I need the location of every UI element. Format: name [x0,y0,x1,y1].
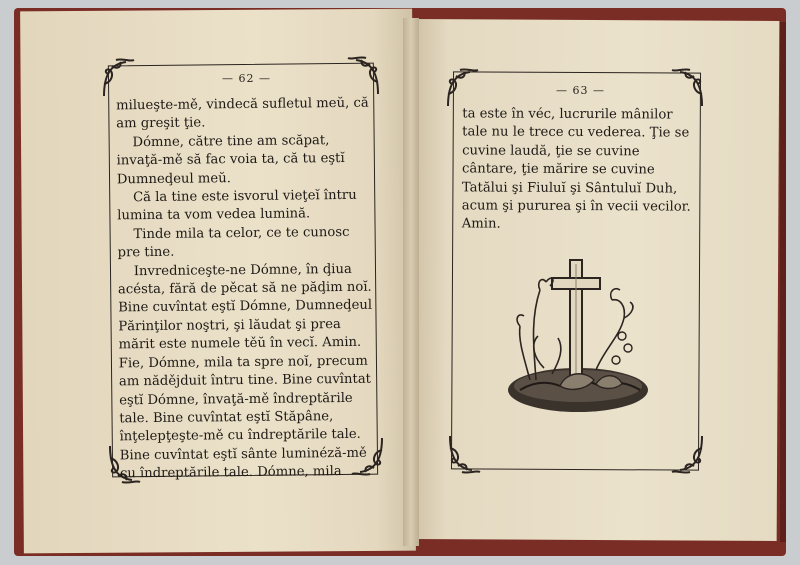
cover-edge [780,22,786,542]
paragraph: Dómne, către tine am scăpat, invaţă-mě să fac voia ta, că tu eştĭ Dumneḑeul meŭ. [116,132,345,187]
corner-ornament-icon [660,430,706,476]
paragraph: Că la tine este isvorul vieţeĭ întru lumina ta vom vedea lumină. [117,187,357,224]
paragraph: ta este în véc, lucrurile mânilor tale nu le trece cu vederea. Ţie se cuvine laudă, ţie se cuvine cântare, ţie mărire se cuvine Tatălui şi Fiuluĭ şi Sântuluĭ Duh, acum şi pururea şi în vecii vecilor. Amin. [461,106,691,233]
corner-ornament-icon [446,430,492,476]
paragraph: Invredniceşte-ne Dómne, în ḑiua acésta, fără de pěcat să ne păḑim noĭ. Bine cuvîntat eştĭ Dómne, Dumneḑeul Părinţilor noştri, şi lăudat şi prea mărit este numele těŭ în vecĭ. Amin. Fie, Dómne, mila ta spre noĭ, precum am nădějduit întru tine. Bine cuvîntat eştĭ Dómne, învaţă-mě îndreptările tale. Bine cuvîntat eştĭ Stăpâne, înţelepţeşte-mě cu îndreptările tale. Bine cuvîntat eştĭ sânte luminéză-mě cu îndreptările tale. Dómne, mila [117,261,373,482]
corner-ornament-icon [660,66,706,112]
page-number-left: — 62 — [222,72,271,85]
page-number-right: — 63 — [556,84,605,97]
corner-ornament-icon [336,54,382,100]
left-page-text [116,95,378,484]
book-gutter [403,18,419,546]
right-page-text [462,105,695,235]
paragraph: Tinde mila ta celor, ce te cunosc pre tine. [117,224,350,261]
paragraph: milueşte-mě, vindecă sufletul meŭ, că am greşit ţie. [115,95,369,132]
cross-illustration-icon [500,240,660,420]
corner-ornament-icon [100,56,146,102]
